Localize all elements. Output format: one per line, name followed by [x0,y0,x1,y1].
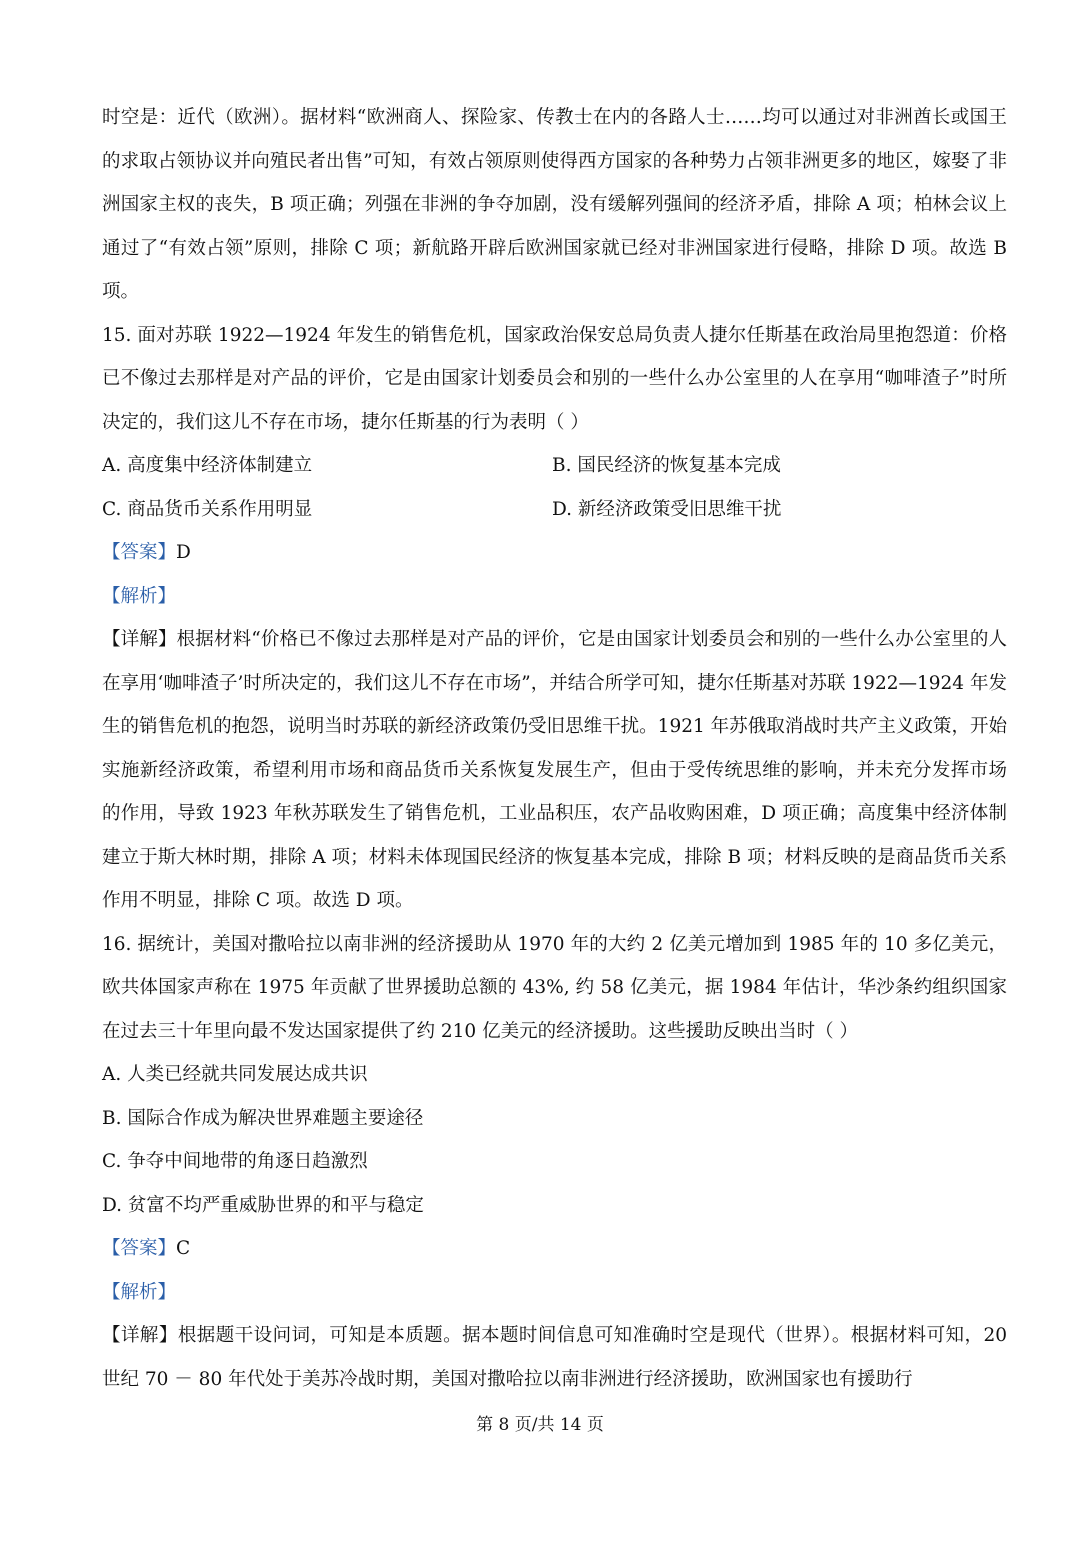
question-15-option-b: B. 国民经济的恢复基本完成 [552,455,781,476]
detail-tag: 【详解】 [102,629,177,650]
question-16-option-a: A. 人类已经就共同发展达成共识 [102,1064,368,1085]
answer-tag: 【答案】 [102,542,177,563]
question-15-answer [102,531,1007,575]
analysis-tag: 【解析】 [102,585,177,607]
answer-tag: 【答案】 [102,1238,177,1259]
question-15-options [102,444,1007,531]
document-body [102,96,1007,1401]
answer-value: C [176,1238,191,1259]
question-15-detail [102,618,1007,923]
question-16-option-b: B. 国际合作成为解决世界难题主要途径 [102,1107,424,1129]
question-16-option-d: D. 贫富不均严重威胁世界的和平与稳定 [102,1194,424,1216]
question-15-option-d: D. 新经济政策受旧思维干扰 [552,498,782,520]
question-16-analysis-heading [102,1271,1007,1315]
question-15-option-a: A. 高度集中经济体制建立 [102,455,313,476]
question-15-stem: 15. 面对苏联 1922—1924 年发生的销售危机，国家政治保安总局负责人捷尔任斯基在政治局里抱怨道：价格已不像过去那样是对产品的评价，它是由国家计划委员会和别的一些什么办公室里的人在享用“咖啡渣子”时所决定的，我们这儿不存在市场，捷尔任斯基的行为表明（ ） [102,324,1007,433]
analysis-tag: 【解析】 [102,1281,177,1303]
question-16-option-c: C. 争夺中间地带的角逐日趋激烈 [102,1151,368,1172]
question-15-option-c: C. 商品货币关系作用明显 [102,498,313,520]
question-16-detail [102,1314,1007,1401]
detail-tag: 【详解】 [102,1325,178,1346]
question-16-stem: 16. 据统计，美国对撒哈拉以南非洲的经济援助从 1970 年的大约 2 亿美元增加到 1985 年的 10 多亿美元，欧共体国家声称在 1975 年贡献了世界援助总额的 43%, 约 58 亿美元，据 1984 年估计，华沙条约组织国家在过去三十年里向最不发达国家提供了约 210 亿美元的经济援助。这些援助反映出当时（ ） [102,933,1007,1042]
question-16-answer [102,1227,1007,1271]
previous-analysis-text: 时空是：近代（欧洲）。据材料“欧洲商人、探险家、传教士在内的各路人士……均可以通过对非洲酋长或国王的求取占领协议并向殖民者出售”可知，有效占领原则使得西方国家的各种势力占领非洲更多的地区，嫁娶了非洲国家主权的丧失，B 项正确；列强在非洲的争夺加剧，没有缓解列强间的经济矛盾，排除 A 项；柏林会议上通过了“有效占领”原则，排除 C 项；新航路开辟后欧洲国家就已经对非洲国家进行侵略，排除 D 项。故选 B 项。 [102,107,1007,302]
question-15-analysis-heading [102,575,1007,619]
answer-value: D [176,542,191,563]
page-footer: 第 8 页/共 14 页 [476,1415,604,1435]
detail-text: 根据题干设问词，可知是本质题。据本题时间信息可知准确时空是现代（世界）。根据材料可知，20 世纪 70 － 80 年代处于美苏冷战时期，美国对撒哈拉以南非洲进行经济援助，欧洲国家也有援助行 [102,1325,1007,1390]
detail-text: 根据材料“价格已不像过去那样是对产品的评价，它是由国家计划委员会和别的一些什么办公室里的人在享用‘咖啡渣子’时所决定的，我们这儿不存在市场”，并结合所学可知，捷尔任斯基对苏联 1922—1924 年发生的销售危机的抱怨，说明当时苏联的新经济政策仍受旧思维干扰。1921 年苏俄取消战时共产主义政策，开始实施新经济政策，希望利用市场和商品货币关系恢复发展生产，但由于受传统思维的影响，并未充分发挥市场的作用，导致 1923 年秋苏联发生了销售危机，工业品积压，农产品收购困难，D 项正确；高度集中经济体制建立于斯大林时期，排除 A 项；材料未体现国民经济的恢复基本完成，排除 B 项；材料反映的是商品货币关系作用不明显，排除 C 项。故选 D 项。 [102,629,1007,911]
